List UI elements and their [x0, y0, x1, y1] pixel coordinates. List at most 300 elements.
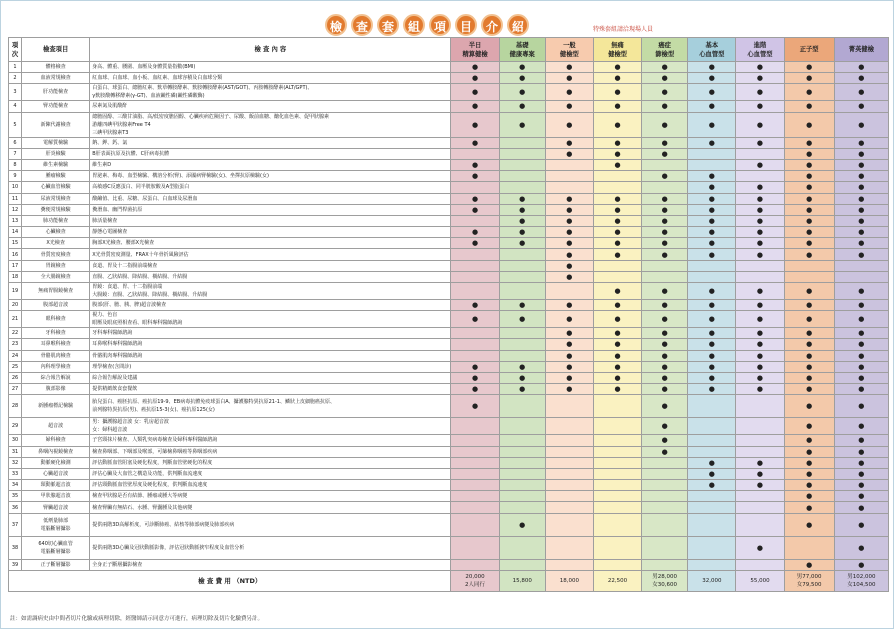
package-mark: [688, 148, 736, 159]
package-mark: [642, 468, 688, 479]
col-content: 檢 查 內 容: [90, 38, 451, 62]
package-price: 20,000 2人同行: [451, 570, 499, 591]
package-mark: ●: [784, 457, 834, 468]
title-char: 檢: [325, 14, 347, 36]
package-mark: ●: [593, 238, 641, 249]
row-item: 胃鏡檢查: [22, 260, 90, 271]
row-content: 糞潛血、幽門桿菌抗原: [90, 204, 451, 215]
package-mark: ●: [688, 283, 736, 300]
package-mark: [688, 395, 736, 418]
package-mark: [499, 283, 545, 300]
package-mark: ●: [545, 62, 593, 73]
package-mark: [545, 536, 593, 559]
package-mark: ●: [642, 283, 688, 300]
package-mark: ●: [834, 159, 888, 170]
package-mark: ●: [688, 73, 736, 84]
package-mark: ●: [593, 159, 641, 170]
package-mark: [451, 182, 499, 193]
package-mark: ●: [688, 238, 736, 249]
package-mark: [545, 395, 593, 418]
package-mark: ●: [784, 171, 834, 182]
package-mark: ●: [642, 148, 688, 159]
row-item: 肝功能檢查: [22, 84, 90, 101]
package-mark: ●: [784, 148, 834, 159]
package-price: 22,500: [593, 570, 641, 591]
package-mark: ●: [736, 536, 784, 559]
row-item: 甲狀腺超音波: [22, 491, 90, 502]
package-mark: ●: [834, 227, 888, 238]
package-mark: ●: [451, 311, 499, 328]
package-mark: ●: [784, 300, 834, 311]
row-item: 640切心臟血管 電腦斷層攝影: [22, 536, 90, 559]
package-mark: ●: [736, 339, 784, 350]
row-number: 29: [9, 418, 22, 435]
package-mark: ●: [784, 101, 834, 112]
package-mark: [545, 418, 593, 435]
package-mark: [688, 559, 736, 570]
package-mark: [499, 435, 545, 446]
row-content: 提供兩階3D心臟及冠狀動脈影像，評估冠狀動脈狹窄程度及血管分析: [90, 536, 451, 559]
package-mark: ●: [642, 350, 688, 361]
row-content: 評估心臟及大血管之構造及功能，供判斷血流速度: [90, 468, 451, 479]
bottom-note: 註：如需調病史由中間者切片化驗或病理切除，經醫師請示同意方可進行，病理切除及切片化驗費另計。: [10, 616, 264, 622]
package-mark: ●: [784, 435, 834, 446]
package-mark: [451, 339, 499, 350]
package-mark: ●: [545, 73, 593, 84]
package-mark: ●: [499, 238, 545, 249]
table-row: [9, 559, 889, 570]
package-mark: ●: [834, 372, 888, 383]
row-content: 理學檢查(含問診): [90, 361, 451, 372]
package-mark: [451, 418, 499, 435]
table-row: [9, 300, 889, 311]
package-mark: ●: [784, 182, 834, 193]
package-mark: ●: [451, 361, 499, 372]
package-mark: ●: [451, 62, 499, 73]
package-mark: [688, 502, 736, 513]
package-mark: [642, 457, 688, 468]
package-mark: [593, 395, 641, 418]
package-mark: ●: [688, 171, 736, 182]
package-mark: [593, 418, 641, 435]
package-mark: ●: [499, 204, 545, 215]
package-mark: ●: [784, 418, 834, 435]
package-mark: [736, 395, 784, 418]
package-mark: ●: [499, 101, 545, 112]
row-content: 維生素D: [90, 159, 451, 170]
row-number: 14: [9, 227, 22, 238]
package-mark: [499, 159, 545, 170]
package-mark: ●: [499, 112, 545, 137]
package-mark: ●: [642, 361, 688, 372]
row-number: 36: [9, 502, 22, 513]
package-mark: [499, 137, 545, 148]
header-row: [9, 38, 889, 62]
package-mark: [499, 182, 545, 193]
fee-row: [9, 570, 889, 591]
table-row: [9, 271, 889, 282]
package-mark: ●: [784, 283, 834, 300]
package-mark: ●: [834, 62, 888, 73]
table-row: [9, 227, 889, 238]
package-mark: [451, 283, 499, 300]
table-row: [9, 457, 889, 468]
package-mark: ●: [642, 395, 688, 418]
package-mark: [499, 468, 545, 479]
package-mark: ●: [834, 350, 888, 361]
package-price: 男102,000 女104,500: [834, 570, 888, 591]
row-content: 綜合報告解說及建議: [90, 372, 451, 383]
package-mark: [499, 418, 545, 435]
package-mark: ●: [736, 457, 784, 468]
row-item: 維生素檢驗: [22, 159, 90, 170]
package-mark: ●: [499, 361, 545, 372]
package-price: 18,000: [545, 570, 593, 591]
package-mark: ●: [642, 101, 688, 112]
package-mark: [499, 559, 545, 570]
package-mark: ●: [642, 137, 688, 148]
package-mark: ●: [688, 227, 736, 238]
row-number: 34: [9, 480, 22, 491]
table-row: [9, 446, 889, 457]
row-content: 肺活量檢查: [90, 215, 451, 226]
row-number: 11: [9, 193, 22, 204]
row-content: 直腸、乙狀結腸、降結腸、橫結腸、升結腸: [90, 271, 451, 282]
row-item: 腎功能檢查: [22, 101, 90, 112]
row-number: 4: [9, 101, 22, 112]
package-mark: [736, 148, 784, 159]
package-mark: [593, 480, 641, 491]
package-mark: [451, 446, 499, 457]
package-mark: ●: [499, 62, 545, 73]
package-mark: ●: [593, 193, 641, 204]
row-content: 胃泌素、梅毒、血型檢驗、構溶分析(腎)、添國病腎檢驗(女)、坐擇抗原檢驗(女): [90, 171, 451, 182]
package-mark: ●: [545, 193, 593, 204]
row-number: 22: [9, 328, 22, 339]
table-row: [9, 182, 889, 193]
package-mark: ●: [834, 238, 888, 249]
package-mark: [642, 559, 688, 570]
package-mark: ●: [834, 513, 888, 536]
package-mark: ●: [688, 300, 736, 311]
package-mark: ●: [834, 502, 888, 513]
col-package: 基礎 健康專案: [499, 38, 545, 62]
row-content: 視力、色盲 眼壓及眼底照相查看、眼科專科醫師諮詢: [90, 311, 451, 328]
row-number: 1: [9, 62, 22, 73]
row-number: 28: [9, 395, 22, 418]
package-mark: [499, 249, 545, 260]
col-package: 進階 心血管型: [736, 38, 784, 62]
package-mark: ●: [451, 227, 499, 238]
package-mark: [451, 536, 499, 559]
package-mark: ●: [642, 311, 688, 328]
package-mark: ●: [784, 384, 834, 395]
package-mark: ●: [642, 62, 688, 73]
package-mark: [451, 249, 499, 260]
package-mark: ●: [499, 372, 545, 383]
package-mark: [642, 536, 688, 559]
row-item: 牙科檢查: [22, 328, 90, 339]
package-mark: ●: [593, 311, 641, 328]
row-item: 腹部超音波: [22, 300, 90, 311]
package-mark: [736, 491, 784, 502]
package-mark: [499, 328, 545, 339]
package-mark: [545, 159, 593, 170]
package-mark: ●: [784, 395, 834, 418]
table-row: [9, 260, 889, 271]
package-mark: ●: [593, 339, 641, 350]
table-row: [9, 468, 889, 479]
package-mark: ●: [593, 249, 641, 260]
row-content: 男：攝護腺超音波 女：乳房超音波 女：婦科超音波: [90, 418, 451, 435]
package-mark: ●: [642, 446, 688, 457]
special-note: 特殊套組請洽現場人員: [593, 26, 654, 33]
title-char: 組: [403, 14, 425, 36]
row-item: 體格檢查: [22, 62, 90, 73]
row-number: 25: [9, 361, 22, 372]
row-content: B肝表面抗原及抗體、C肝病毒抗體: [90, 148, 451, 159]
package-mark: ●: [499, 300, 545, 311]
package-mark: ●: [688, 372, 736, 383]
title-char: 查: [351, 14, 373, 36]
package-mark: ●: [688, 204, 736, 215]
package-mark: [545, 457, 593, 468]
package-mark: ●: [834, 395, 888, 418]
package-mark: ●: [545, 311, 593, 328]
package-mark: [736, 435, 784, 446]
row-content: 骨骼肌肉專科醫師諮詢: [90, 350, 451, 361]
package-mark: [451, 328, 499, 339]
row-content: 靜態心電圖檢查: [90, 227, 451, 238]
package-mark: ●: [784, 328, 834, 339]
package-mark: ●: [593, 384, 641, 395]
row-item: 尿液常規檢查: [22, 193, 90, 204]
package-mark: ●: [736, 204, 784, 215]
package-mark: [593, 502, 641, 513]
package-mark: ●: [688, 328, 736, 339]
package-mark: ●: [784, 361, 834, 372]
row-item: 血液常規檢查: [22, 73, 90, 84]
table-row: [9, 101, 889, 112]
package-mark: ●: [688, 62, 736, 73]
package-mark: ●: [545, 271, 593, 282]
package-mark: ●: [451, 137, 499, 148]
package-mark: ●: [642, 418, 688, 435]
package-mark: [499, 502, 545, 513]
row-number: 35: [9, 491, 22, 502]
package-mark: [499, 271, 545, 282]
row-number: 18: [9, 271, 22, 282]
row-item: 腹部影像: [22, 384, 90, 395]
package-mark: [593, 271, 641, 282]
package-mark: [642, 491, 688, 502]
table-row: [9, 480, 889, 491]
package-mark: ●: [642, 384, 688, 395]
package-mark: ●: [593, 300, 641, 311]
table-row: [9, 536, 889, 559]
package-mark: [593, 182, 641, 193]
package-mark: ●: [784, 204, 834, 215]
package-mark: [688, 513, 736, 536]
package-mark: ●: [688, 361, 736, 372]
row-item: 低劑量肺部 電腦斷層攝影: [22, 513, 90, 536]
package-mark: [499, 480, 545, 491]
package-mark: ●: [784, 137, 834, 148]
package-mark: ●: [593, 372, 641, 383]
package-mark: [499, 457, 545, 468]
package-mark: ●: [593, 204, 641, 215]
package-mark: ●: [499, 73, 545, 84]
row-number: 26: [9, 372, 22, 383]
row-number: 27: [9, 384, 22, 395]
row-number: 32: [9, 457, 22, 468]
row-number: 39: [9, 559, 22, 570]
row-content: 耳鼻喉科專科醫師諮詢: [90, 339, 451, 350]
package-mark: ●: [736, 249, 784, 260]
package-price: 男77,000 女79,500: [784, 570, 834, 591]
row-item: 骨骼肌肉檢查: [22, 350, 90, 361]
row-item: 心臟血管檢驗: [22, 182, 90, 193]
row-content: 胎兒蛋白、癌胚抗原、癌抗原19-9、EB病毒抗體免疫球蛋白A、攝護腺特異抗原21-1、鱗狀上皮細胞癌抗原、 前列腺特異抗原(男)、癌抗原15-3(女)、癌抗原125(女): [90, 395, 451, 418]
package-mark: [736, 271, 784, 282]
package-mark: ●: [545, 249, 593, 260]
table-row: [9, 384, 889, 395]
package-mark: ●: [642, 372, 688, 383]
row-content: 提供兩階3D高解析度，可診斷肺癌、結核等肺部病變及肺部疾病: [90, 513, 451, 536]
package-mark: ●: [834, 73, 888, 84]
table-row: [9, 339, 889, 350]
package-mark: [545, 182, 593, 193]
package-mark: ●: [784, 112, 834, 137]
package-mark: ●: [736, 227, 784, 238]
package-mark: ●: [736, 480, 784, 491]
package-mark: ●: [642, 73, 688, 84]
package-mark: ●: [834, 112, 888, 137]
package-mark: ●: [545, 361, 593, 372]
table-row: [9, 159, 889, 170]
col-item: 檢查項目: [22, 38, 90, 62]
package-mark: [499, 339, 545, 350]
package-mark: ●: [834, 559, 888, 570]
package-mark: [499, 536, 545, 559]
package-mark: ●: [642, 215, 688, 226]
row-item: 耳鼻喉科檢查: [22, 339, 90, 350]
package-mark: ●: [736, 84, 784, 101]
package-mark: ●: [834, 361, 888, 372]
package-mark: ●: [499, 227, 545, 238]
package-mark: ●: [451, 395, 499, 418]
row-item: 肺功能檢查: [22, 215, 90, 226]
fee-label: 檢 查 費 用 （NTD）: [9, 570, 451, 591]
package-mark: ●: [545, 148, 593, 159]
package-mark: ●: [688, 457, 736, 468]
package-mark: ●: [784, 84, 834, 101]
row-number: 24: [9, 350, 22, 361]
title-char: 介: [481, 14, 503, 36]
package-mark: ●: [642, 435, 688, 446]
package-mark: ●: [736, 300, 784, 311]
package-mark: ●: [834, 457, 888, 468]
package-mark: [499, 148, 545, 159]
package-mark: ●: [593, 73, 641, 84]
row-item: 全大腸鏡檢查: [22, 271, 90, 282]
row-content: 總膽固醇、三酸甘油脂、高/低密度膽固醇、心臟疾病危險因子、尿酸、飯前血糖、醣化血色素、促甲狀腺素 游離四碘甲狀腺素Free T4 三碘甲狀腺素T3: [90, 112, 451, 137]
package-mark: ●: [688, 249, 736, 260]
row-item: 眼科檢查: [22, 311, 90, 328]
package-mark: ●: [499, 384, 545, 395]
package-mark: ●: [834, 446, 888, 457]
package-mark: ●: [545, 350, 593, 361]
table-row: [9, 204, 889, 215]
row-item: 腎臟超音波: [22, 502, 90, 513]
row-number: 19: [9, 283, 22, 300]
package-mark: ●: [642, 249, 688, 260]
package-mark: ●: [834, 339, 888, 350]
package-mark: [736, 559, 784, 570]
col-package: 無痛 健檢型: [593, 38, 641, 62]
row-item: 無痛胃腸鏡檢查: [22, 283, 90, 300]
title-char: 項: [429, 14, 451, 36]
package-mark: ●: [784, 339, 834, 350]
package-mark: ●: [736, 215, 784, 226]
title-char: 目: [455, 14, 477, 36]
package-mark: ●: [642, 227, 688, 238]
package-mark: ●: [784, 491, 834, 502]
package-mark: [545, 446, 593, 457]
package-mark: ●: [736, 73, 784, 84]
package-mark: [545, 513, 593, 536]
package-mark: ●: [834, 182, 888, 193]
package-mark: [593, 513, 641, 536]
package-mark: [642, 480, 688, 491]
package-mark: ●: [451, 101, 499, 112]
package-mark: [593, 457, 641, 468]
row-content: 提供精緻飲食套餐飲: [90, 384, 451, 395]
package-mark: ●: [593, 137, 641, 148]
package-mark: ●: [688, 468, 736, 479]
table-row: [9, 502, 889, 513]
package-mark: ●: [499, 84, 545, 101]
package-mark: ●: [784, 215, 834, 226]
col-package: 菁英健檢: [834, 38, 888, 62]
package-mark: [593, 559, 641, 570]
package-mark: ●: [688, 339, 736, 350]
package-mark: ●: [834, 84, 888, 101]
row-content: 胃鏡：食道、胃、十二指腸前端 大腸鏡：直腸、乙狀結腸、降結腸、橫結腸、升結腸: [90, 283, 451, 300]
table-row: [9, 328, 889, 339]
package-mark: ●: [545, 101, 593, 112]
package-mark: ●: [499, 311, 545, 328]
package-mark: [642, 271, 688, 282]
package-mark: ●: [834, 311, 888, 328]
table-row: [9, 73, 889, 84]
row-number: 21: [9, 311, 22, 328]
col-no: 項次: [9, 38, 22, 62]
package-mark: [545, 559, 593, 570]
package-mark: ●: [834, 101, 888, 112]
row-content: 檢查腎臟有無結石、水腫、腎囊腫及其他病變: [90, 502, 451, 513]
package-mark: ●: [736, 283, 784, 300]
row-number: 23: [9, 339, 22, 350]
package-mark: [642, 502, 688, 513]
package-mark: [736, 171, 784, 182]
package-mark: ●: [688, 182, 736, 193]
package-mark: [736, 513, 784, 536]
row-number: 6: [9, 137, 22, 148]
row-content: 鈉、鉀、鈣、氯: [90, 137, 451, 148]
package-mark: ●: [834, 148, 888, 159]
package-mark: ●: [688, 384, 736, 395]
